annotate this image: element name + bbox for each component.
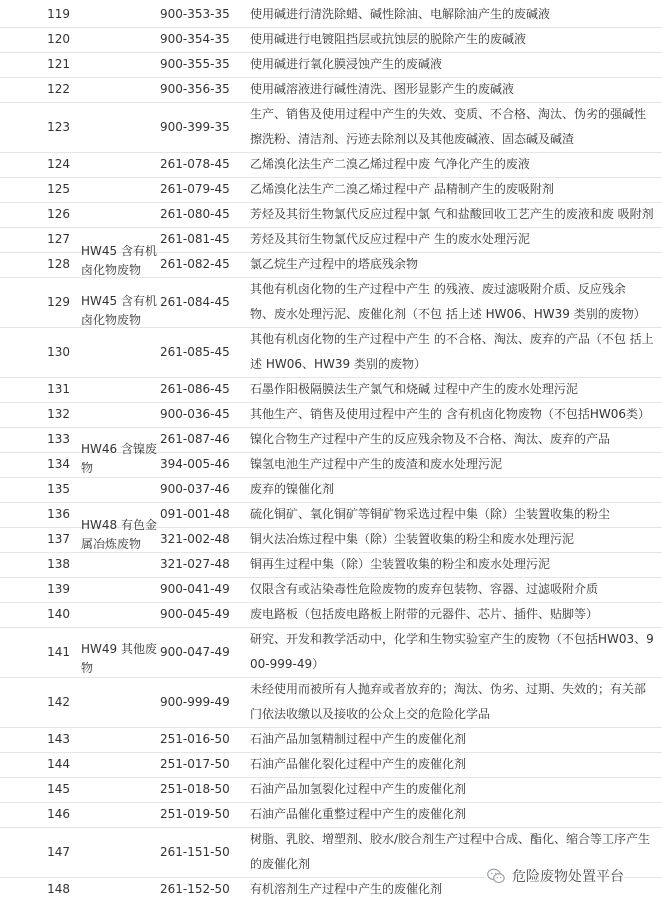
row-divider [0,602,662,603]
row-divider [0,377,662,378]
waste-code: 261-082-45 [160,257,230,271]
waste-description [250,27,658,52]
waste-code: 261-080-45 [160,207,230,221]
row-number: 147 [47,844,70,859]
waste-code: 900-353-35 [160,7,230,21]
waste-code: 261-078-45 [160,157,230,171]
row-number: 148 [47,882,70,896]
waste-code: 251-017-50 [160,757,230,771]
waste-description [250,177,658,202]
waste-code: 251-018-50 [160,782,230,796]
description-line: 擦洗粉、清洁剂、污迹去除剂以及其他废碱液、固态碱及碱渣 [250,132,575,146]
waste-description [250,2,658,27]
waste-code: 261-087-46 [160,432,230,446]
waste-description [250,502,658,527]
waste-code: 261-081-45 [160,232,230,246]
description-line: 铜火法冶炼过程中集（除）尘装置收集的粉尘和废水处理污泥 [250,532,575,546]
category-line: 物 [81,661,94,675]
description-line: 废弃的镍催化剂 [250,482,335,496]
waste-code: 900-036-45 [160,407,230,421]
waste-category [81,292,161,330]
row-number: 141 [47,644,70,659]
waste-description [250,402,658,427]
description-line: 使用碱溶液进行碱性清洗、图形显影产生的废碱液 [250,82,515,96]
watermark-text: 危险废物处置平台 [512,869,624,885]
description-line: 镍化合物生产过程中产生的反应残余物及不合格、淘汰、废弃的产品 [250,432,611,446]
waste-description [250,377,658,402]
waste-code: 900-045-49 [160,607,230,621]
waste-description [250,102,658,152]
category-line: HW48 有色金 [81,518,157,532]
description-line: 仅限含有或沾染毒性危险废物的废弃包装物、容器、过滤吸附介质 [250,582,599,596]
description-line: 乙烯溴化法生产二溴乙烯过程中废 气净化产生的废液 [250,157,530,171]
waste-code: 900-047-49 [160,644,230,659]
description-line: 物、废水处理污泥、废催化剂（不包 括上述 HW06、HW39 类别的废物） [250,307,646,321]
row-number: 133 [47,432,70,446]
waste-code: 900-354-35 [160,32,230,46]
row-divider [0,177,662,178]
row-number: 139 [47,582,70,596]
description-line: 镍氢电池生产过程中产生的废渣和废水处理污泥 [250,457,503,471]
description-line: 氯乙烷生产过程中的塔底残余物 [250,257,419,271]
category-line: HW45 含有机 [81,244,157,258]
category-line: 物 [81,461,94,475]
row-number: 136 [47,507,70,521]
waste-description [250,477,658,502]
waste-description [250,777,658,802]
description-line: 乙烯溴化法生产二溴乙烯过程中产 品精制产生的废吸附剂 [250,182,554,196]
description-line: 研究、开发和教学活动中，化学和生物实验室产生的废物（不包括HW03、9 [250,632,654,646]
description-line: 其他有机卤化物的生产过程中产生 的不合格、淘汰、废弃的产品（不包 括上 [250,332,654,346]
row-number: 125 [47,182,70,196]
wechat-icon [486,866,506,886]
row-number: 142 [47,694,70,709]
waste-code: 261-086-45 [160,382,230,396]
waste-code: 900-356-35 [160,82,230,96]
description-line: 硫化铜矿、氧化铜矿等铜矿物采选过程中集（除）尘装置收集的粉尘 [250,507,611,521]
waste-code: 261-085-45 [160,344,230,359]
description-line: 石油产品加氢裂化过程中产生的废催化剂 [250,782,467,796]
row-number: 131 [47,382,70,396]
waste-code: 251-016-50 [160,732,230,746]
waste-code: 261-079-45 [160,182,230,196]
description-line: 生产、销售及使用过程中产生的失效、变质、不合格、淘汰、伪劣的强碱性 [250,107,647,121]
row-number: 124 [47,157,70,171]
row-number: 127 [47,232,70,246]
waste-description [250,252,658,277]
row-divider [0,102,662,103]
row-number: 120 [47,32,70,46]
row-divider [0,52,662,53]
waste-description [250,602,658,627]
row-number: 137 [47,532,70,546]
row-number: 122 [47,82,70,96]
description-line: 芳烃及其衍生物氯代反应过程中氯 气和盐酸回收工艺产生的废液和废 吸附剂 [250,207,654,221]
row-divider [0,777,662,778]
row-divider [0,577,662,578]
row-divider [0,427,662,428]
waste-description [250,802,658,827]
description-line: 石墨作阳极隔膜法生产氯气和烧碱 过程中产生的废水处理污泥 [250,382,578,396]
waste-category [81,440,161,478]
row-number: 138 [47,557,70,571]
description-line: 的废催化剂 [250,857,311,871]
description-line: 门依法收缴以及接收的公众上交的危险化学品 [250,707,491,721]
row-number: 126 [47,207,70,221]
row-number: 121 [47,57,70,71]
waste-code: 261-084-45 [160,294,230,309]
waste-code: 261-151-50 [160,844,230,859]
row-divider [0,227,662,228]
description-line: 废电路板（包括废电路板上附带的元器件、芯片、插件、贴脚等） [250,607,599,621]
row-number: 130 [47,344,70,359]
row-divider [0,77,662,78]
row-number: 135 [47,482,70,496]
waste-description [250,52,658,77]
waste-description [250,152,658,177]
waste-code: 900-355-35 [160,57,230,71]
row-divider [0,202,662,203]
waste-description [250,427,658,452]
description-line: 树脂、乳胶、增塑剂、胶水/胶合剂生产过程中合成、酯化、缩合等工序产生 [250,832,651,846]
row-number: 123 [47,119,70,134]
row-divider [0,827,662,828]
waste-code: 900-399-35 [160,119,230,134]
row-number: 144 [47,757,70,771]
description-line: 其他生产、销售及使用过程中产生的 含有机卤化物废物（不包括HW06类） [250,407,650,421]
waste-description [250,277,658,327]
watermark [486,864,624,888]
description-line: 述 HW06、HW39 类别的废物） [250,357,426,371]
row-number: 134 [47,457,70,471]
description-line: 铜再生过程中集（除）尘装置收集的粉尘和废水处理污泥 [250,557,551,571]
category-line: 卤化物废物 [81,263,142,277]
row-number: 128 [47,257,70,271]
waste-code: 900-041-49 [160,582,230,596]
waste-code: 321-027-48 [160,557,230,571]
waste-description [250,552,658,577]
category-line: HW46 含镍废 [81,442,157,456]
waste-description [250,677,658,727]
description-line: 其他有机卤化物的生产过程中产生 的残液、废过滤吸附介质、反应残余 [250,282,626,296]
row-number: 143 [47,732,70,746]
row-divider [0,152,662,153]
waste-code: 091-001-48 [160,507,230,521]
description-line: 石油产品催化重整过程中产生的废催化剂 [250,807,467,821]
waste-code: 900-037-46 [160,482,230,496]
row-divider [0,752,662,753]
category-line: HW45 含有机 [81,294,157,308]
description-line: 未经使用而被所有人抛弃或者放弃的；淘汰、伪劣、过期、失效的；有关部 [250,682,647,696]
waste-description [250,452,658,477]
row-number: 146 [47,807,70,821]
description-line: 芳烃及其衍生物氯代反应过程中产 生的废水处理污泥 [250,232,530,246]
row-divider [0,502,662,503]
description-line: 使用碱进行电镀阻挡层或抗蚀层的脱除产生的废碱液 [250,32,527,46]
waste-description [250,527,658,552]
row-number: 129 [47,294,70,309]
waste-category [81,516,161,554]
row-number: 145 [47,782,70,796]
row-divider [0,27,662,28]
waste-description [250,227,658,252]
waste-code: 394-005-46 [160,457,230,471]
description-line: 有机溶剂生产过程中产生的废催化剂 [250,882,443,896]
category-line: HW49 其他废 [81,642,157,656]
description-line: 石油产品加氢精制过程中产生的废催化剂 [250,732,467,746]
waste-code: 900-999-49 [160,694,230,709]
waste-description [250,627,658,677]
row-number: 119 [47,7,70,21]
description-line: 00-999-49） [250,657,325,671]
description-line: 石油产品催化裂化过程中产生的废催化剂 [250,757,467,771]
waste-category [81,640,161,678]
row-number: 140 [47,607,70,621]
description-line: 使用碱进行清洗除蜡、碱性除油、电解除油产生的废碱液 [250,7,551,21]
row-divider [0,727,662,728]
waste-description [250,727,658,752]
waste-code: 321-002-48 [160,532,230,546]
row-divider [0,802,662,803]
waste-description [250,202,658,227]
waste-description [250,327,658,377]
waste-category [81,242,161,280]
waste-code: 251-019-50 [160,807,230,821]
waste-description [250,752,658,777]
description-line: 使用碱进行氧化膜浸蚀产生的废碱液 [250,57,443,71]
waste-description [250,577,658,602]
waste-code: 261-152-50 [160,882,230,896]
row-divider [0,402,662,403]
row-divider [0,627,662,628]
category-line: 属冶炼废物 [81,537,142,551]
row-number: 132 [47,407,70,421]
waste-description [250,77,658,102]
category-line: 卤化物废物 [81,313,142,327]
